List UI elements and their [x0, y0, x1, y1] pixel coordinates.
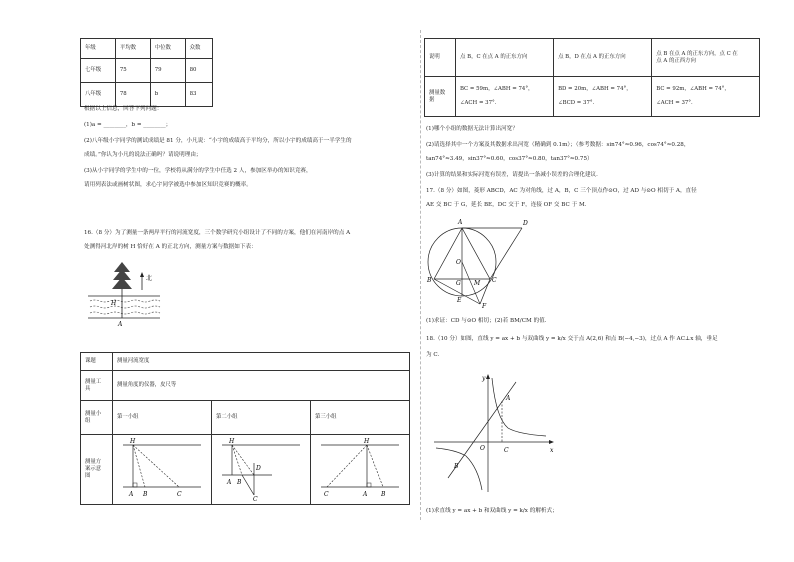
svg-text:D: D [256, 465, 261, 472]
svg-text:y: y [482, 375, 486, 382]
question-17-line2: AE 交 BC 于 G，延长 BE，DC 交于 F，连接 OF 交 BC 于 M． [426, 202, 591, 208]
point-label-a: A [118, 321, 123, 328]
svg-text:H: H [130, 438, 136, 445]
svg-text:D: D [523, 220, 528, 227]
svg-text:A: A [129, 491, 134, 498]
stats-cell: 七年级 [81, 59, 116, 83]
data-row-label: 说明 [425, 39, 456, 77]
stats-header: 平均数 [115, 39, 150, 59]
group-3-header: 第三小组 [311, 401, 410, 435]
group-2-diagram-cell [212, 435, 311, 505]
stats-cell: 八年级 [81, 83, 116, 107]
stats-cell: 83 [185, 83, 212, 107]
stats-cell: 78 [115, 83, 150, 107]
question-intro: 根据以上信息，回答下列问题： [84, 106, 163, 112]
question-18-line2: 为 C． [426, 352, 444, 358]
column-divider [420, 30, 421, 520]
data-description-2: 点 B，D 在点 A 的正东方向 [554, 39, 652, 77]
question-1: (1)a = ________，b = ________； [84, 122, 172, 128]
svg-text:A: A [363, 491, 368, 498]
plan-tools: 测量角度的仪器，皮尺等 [113, 371, 410, 401]
question-16-part1: (1)哪个小组的数据无法计算出河宽？ [426, 126, 518, 132]
svg-text:E: E [457, 297, 462, 304]
svg-text:C: C [504, 447, 509, 454]
circle-rhombus-figure [424, 212, 536, 308]
question-16-part3: (3)计算的结果和实际河宽有误差，请提出一条减小误差的合理化建议． [426, 172, 602, 178]
plan-row-label: 测量工 具 [81, 371, 113, 401]
svg-text:M: M [474, 280, 481, 287]
plan-row-label: 测量方 案示意 图 [81, 435, 113, 505]
stats-cell: b [150, 83, 185, 107]
plan-row-label: 课题 [81, 353, 113, 371]
group-1-diagram [113, 435, 211, 501]
svg-text:B: B [237, 479, 242, 486]
group-2-diagram [212, 435, 310, 501]
river-figure [84, 260, 164, 328]
svg-text:C: C [177, 491, 182, 498]
svg-text:x: x [550, 447, 554, 454]
svg-text:B: B [143, 491, 148, 498]
group-1-header: 第一小组 [113, 401, 212, 435]
point-label-h: H [111, 300, 117, 307]
svg-text:H: H [364, 438, 370, 445]
function-graph [430, 368, 560, 494]
svg-text:O: O [456, 259, 461, 266]
stats-cell: 79 [150, 59, 185, 83]
svg-text:A: A [227, 479, 232, 486]
stats-cell: 75 [115, 59, 150, 83]
question-17-line1: 17.（8 分）如图，菱形 ABCD，AC 为对角线，过 A，B，C 三个顶点作⊙O，过 AD 与⊙O 相切于 A，直径 [426, 188, 697, 194]
question-18-part1: (1)求直线 y = ax + b 和双曲线 y = k/x 的解析式； [426, 508, 558, 514]
group-3-diagram [311, 435, 409, 501]
plan-row-label: 测量小 组 [81, 401, 113, 435]
data-values-3: BC = 92m，∠ABH = 74°， ∠ACH = 37°． [652, 77, 760, 117]
stats-header: 年级 [81, 39, 116, 59]
plan-topic: 测量河流宽度 [113, 353, 410, 371]
plan-table [80, 352, 410, 505]
question-3-line2: 请用列表法或画树状图，求心宇同学被选中参加区知识竞赛的概率。 [84, 182, 252, 188]
svg-text:A: A [458, 219, 463, 226]
svg-text:A: A [506, 395, 511, 402]
svg-text:C: C [324, 491, 329, 498]
svg-text:B: B [381, 491, 386, 498]
svg-text:H: H [229, 438, 235, 445]
stats-header: 中位数 [150, 39, 185, 59]
north-label: 北 [146, 275, 153, 282]
svg-text:C: C [492, 277, 497, 284]
svg-text:G: G [456, 280, 461, 287]
question-17-parts: (1)求证：CD 与⊙O 相切；(2)若 BM/CM 的值． [426, 318, 551, 324]
svg-text:B: B [454, 463, 459, 470]
question-16-part2-line2: tan74°≈3.49，sin37°≈0.60，cos37°≈0.80，tan37°≈0.75） [426, 156, 593, 162]
svg-text:O: O [480, 445, 485, 452]
stats-cell: 80 [185, 59, 212, 83]
data-values-2: BD = 20m，∠ABH = 74°， ∠BCD = 37°． [554, 77, 652, 117]
question-2-line1: (2)八年级小宇同学的测试成绩是 81 分，小凡说：“小宇的成绩高于平均分，所以小宇的成绩高于一半学生的 [84, 138, 352, 144]
question-16-line2: 处测得河北岸的树 H 恰好在 A 的正北方向，测量方案与数据如下表： [84, 244, 257, 250]
svg-text:C: C [253, 496, 258, 503]
data-description-1: 点 B，C 在点 A 的正东方向 [456, 39, 554, 77]
question-2-line2: 成绩。”你认为小凡的说法正确吗？请说明理由； [84, 152, 202, 158]
stats-header: 众数 [185, 39, 212, 59]
svg-text:F: F [482, 303, 487, 310]
data-row-label: 测量数 据 [425, 77, 456, 117]
question-18-line1: 18.（10 分）如图，直线 y = ax + b 与双曲线 y = k/x 交于点 A(2,6) 和点 B(−4,−3)，过点 A 作 AC⊥x 轴，垂足 [426, 336, 718, 342]
question-3-line1: (3)从小宇同学的学生中的一位，学校将从满分的学生中任选 2 人，参加区举办的知识竞赛， [84, 168, 312, 174]
group-3-diagram-cell [311, 435, 410, 505]
data-table [424, 38, 760, 117]
stats-table [80, 38, 213, 107]
group-2-header: 第二小组 [212, 401, 311, 435]
question-16-line1: 16.（8 分）为了测量一条两岸平行的河流宽度，三个数学研究小组设计了不同的方案，他们在河南岸的点 A [84, 230, 351, 236]
data-description-3: 点 B 在点 A 的正东方向，点 C 在 点 A 的正西方向 [652, 39, 760, 77]
data-values-1: BC = 59m，∠ABH = 74°， ∠ACH = 37°． [456, 77, 554, 117]
group-1-diagram-cell [113, 435, 212, 505]
svg-text:B: B [427, 277, 432, 284]
question-16-part2-line1: (2)请选择其中一个方案及其数据求出河宽（精确到 0.1m）；（参考数据：sin74°≈0.96，cos74°≈0.28， [426, 142, 690, 148]
